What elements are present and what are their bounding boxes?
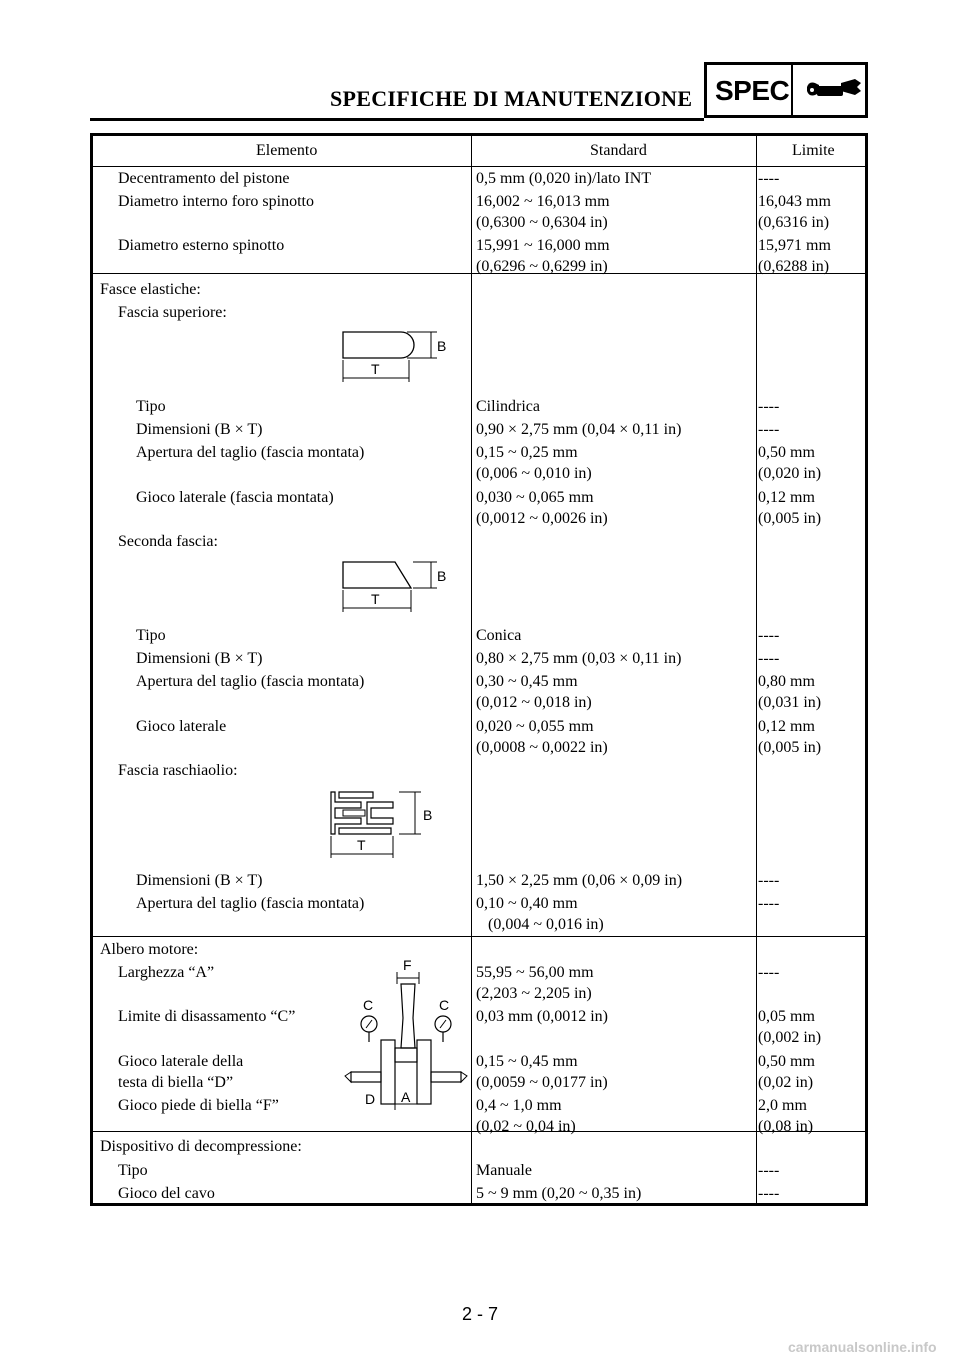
row-label: Apertura del taglio (fascia montata) bbox=[136, 673, 365, 690]
col-divider-1 bbox=[471, 136, 472, 1203]
row-limit: 0,50 mm bbox=[758, 444, 815, 461]
row-standard: (0,6300 ~ 0,6304 in) bbox=[476, 214, 608, 231]
col-header-limite: Limite bbox=[792, 142, 835, 159]
oil-ring-diagram bbox=[321, 788, 451, 860]
label-a: A bbox=[401, 1089, 411, 1105]
row-standard: 1,50 × 2,25 mm (0,06 × 0,09 in) bbox=[476, 872, 683, 889]
maintenance-spec-table bbox=[90, 133, 868, 1206]
row-limit: ---- bbox=[758, 1162, 780, 1179]
row-standard: (0,6296 ~ 0,6299 in) bbox=[476, 258, 608, 275]
row-standard: (0,02 ~ 0,04 in) bbox=[476, 1118, 576, 1135]
row-label: Apertura del taglio (fascia montata) bbox=[136, 895, 365, 912]
section-title: Albero motore: bbox=[100, 941, 199, 958]
row-limit: 0,05 mm bbox=[758, 1008, 815, 1025]
row-label: Gioco laterale della bbox=[118, 1053, 244, 1070]
row-label: Gioco laterale bbox=[136, 718, 227, 735]
crankshaft-diagram bbox=[343, 958, 468, 1110]
row-standard: 0,80 × 2,75 mm (0,03 × 0,11 in) bbox=[476, 650, 682, 667]
row-label: Gioco del cavo bbox=[118, 1185, 215, 1202]
subsection-title: Fascia superiore: bbox=[118, 304, 227, 321]
header-row-line bbox=[93, 166, 865, 167]
row-standard: (0,0059 ~ 0,0177 in) bbox=[476, 1074, 608, 1091]
row-label: Apertura del taglio (fascia montata) bbox=[136, 444, 365, 461]
row-limit: ---- bbox=[758, 421, 780, 438]
row-limit: (0,6288 in) bbox=[758, 258, 830, 275]
row-label: Diametro esterno spinotto bbox=[118, 237, 285, 254]
label-t: T bbox=[357, 837, 366, 853]
row-label: Tipo bbox=[118, 1162, 148, 1179]
spec-label: SPEC bbox=[715, 75, 790, 106]
row-standard: 0,10 ~ 0,40 mm bbox=[476, 895, 578, 912]
row-limit: 2,0 mm bbox=[758, 1097, 807, 1114]
row-limit: 0,12 mm bbox=[758, 489, 815, 506]
row-label: testa di biella “D” bbox=[118, 1074, 234, 1091]
row-standard: (0,006 ~ 0,010 in) bbox=[476, 465, 592, 482]
row-label: Gioco laterale (fascia montata) bbox=[136, 489, 334, 506]
label-c-left: C bbox=[363, 997, 374, 1013]
row-standard: (0,004 ~ 0,016 in) bbox=[488, 916, 604, 933]
row-label: Gioco piede di biella “F” bbox=[118, 1097, 279, 1114]
row-standard: (2,203 ~ 2,205 in) bbox=[476, 985, 592, 1002]
label-d: D bbox=[365, 1091, 376, 1107]
row-limit: (0,6316 in) bbox=[758, 214, 830, 231]
row-standard: 0,030 ~ 0,065 mm bbox=[476, 489, 594, 506]
row-standard: 0,15 ~ 0,25 mm bbox=[476, 444, 578, 461]
watermark: carmanualsonline.info bbox=[788, 1339, 937, 1355]
row-standard: 55,95 ~ 56,00 mm bbox=[476, 964, 594, 981]
section-title: Fasce elastiche: bbox=[100, 281, 201, 298]
row-label: Tipo bbox=[136, 627, 166, 644]
section-title: Dispositivo di decompressione: bbox=[100, 1138, 302, 1155]
row-limit: (0,08 in) bbox=[758, 1118, 814, 1135]
label-b: B bbox=[437, 338, 447, 354]
row-standard: 0,90 × 2,75 mm (0,04 × 0,11 in) bbox=[476, 421, 682, 438]
row-limit: (0,02 in) bbox=[758, 1074, 814, 1091]
label-f: F bbox=[403, 958, 412, 973]
page-title: SPECIFICHE DI MANUTENZIONE bbox=[330, 86, 693, 111]
section-line-2 bbox=[93, 936, 865, 937]
row-standard: (0,0008 ~ 0,0022 in) bbox=[476, 739, 608, 756]
row-limit: 0,80 mm bbox=[758, 673, 815, 690]
row-limit: ---- bbox=[758, 627, 780, 644]
row-standard: 15,991 ~ 16,000 mm bbox=[476, 237, 610, 254]
row-limit: ---- bbox=[758, 964, 780, 981]
row-label: Dimensioni (B × T) bbox=[136, 872, 263, 889]
row-label: Dimensioni (B × T) bbox=[136, 421, 263, 438]
row-limit: ---- bbox=[758, 650, 780, 667]
row-limit: (0,002 in) bbox=[758, 1029, 822, 1046]
col-divider-2 bbox=[756, 136, 757, 1203]
row-limit: 0,12 mm bbox=[758, 718, 815, 735]
row-limit: 15,971 mm bbox=[758, 237, 831, 254]
row-standard: (0,0012 ~ 0,0026 in) bbox=[476, 510, 608, 527]
row-standard: 0,03 mm (0,0012 in) bbox=[476, 1008, 608, 1025]
row-standard: 0,15 ~ 0,45 mm bbox=[476, 1053, 578, 1070]
row-limit: (0,031 in) bbox=[758, 694, 822, 711]
row-limit: (0,020 in) bbox=[758, 465, 822, 482]
second-ring-diagram bbox=[333, 556, 453, 616]
top-ring-diagram bbox=[333, 326, 453, 386]
row-standard: 5 ~ 9 mm (0,20 ~ 0,35 in) bbox=[476, 1185, 642, 1202]
row-standard: 0,5 mm (0,020 in)/lato INT bbox=[476, 170, 652, 187]
col-header-elemento: Elemento bbox=[256, 142, 318, 159]
row-standard: 0,30 ~ 0,45 mm bbox=[476, 673, 578, 690]
row-standard: 16,002 ~ 16,013 mm bbox=[476, 193, 610, 210]
header-rule bbox=[90, 118, 704, 121]
row-label: Dimensioni (B × T) bbox=[136, 650, 263, 667]
row-label: Diametro interno foro spinotto bbox=[118, 193, 314, 210]
label-t: T bbox=[371, 361, 380, 377]
badge-divider bbox=[791, 65, 793, 115]
wrench-icon bbox=[803, 77, 863, 107]
row-standard: Manuale bbox=[476, 1162, 532, 1179]
page-number: 2 - 7 bbox=[462, 1304, 499, 1324]
row-standard: Cilindrica bbox=[476, 398, 540, 415]
row-label: Larghezza “A” bbox=[118, 964, 215, 981]
row-label: Limite di disassamento “C” bbox=[118, 1008, 296, 1025]
row-limit: ---- bbox=[758, 398, 780, 415]
label-t: T bbox=[371, 591, 380, 607]
row-limit: ---- bbox=[758, 895, 780, 912]
row-limit: 16,043 mm bbox=[758, 193, 831, 210]
row-limit: ---- bbox=[758, 872, 780, 889]
row-limit: ---- bbox=[758, 170, 780, 187]
row-label: Tipo bbox=[136, 398, 166, 415]
row-limit: (0,005 in) bbox=[758, 739, 822, 756]
col-header-standard: Standard bbox=[590, 142, 647, 159]
label-b: B bbox=[423, 807, 433, 823]
row-limit: 0,50 mm bbox=[758, 1053, 815, 1070]
subsection-title: Fascia raschiaolio: bbox=[118, 762, 238, 779]
subsection-title: Seconda fascia: bbox=[118, 533, 218, 550]
row-standard: (0,012 ~ 0,018 in) bbox=[476, 694, 592, 711]
row-limit: ---- bbox=[758, 1185, 780, 1202]
row-standard: 0,4 ~ 1,0 mm bbox=[476, 1097, 562, 1114]
spec-badge bbox=[704, 62, 868, 118]
row-standard: Conica bbox=[476, 627, 522, 644]
row-standard: 0,020 ~ 0,055 mm bbox=[476, 718, 594, 735]
label-c-right: C bbox=[439, 997, 450, 1013]
row-limit: (0,005 in) bbox=[758, 510, 822, 527]
label-b: B bbox=[437, 568, 447, 584]
row-label: Decentramento del pistone bbox=[118, 170, 290, 187]
